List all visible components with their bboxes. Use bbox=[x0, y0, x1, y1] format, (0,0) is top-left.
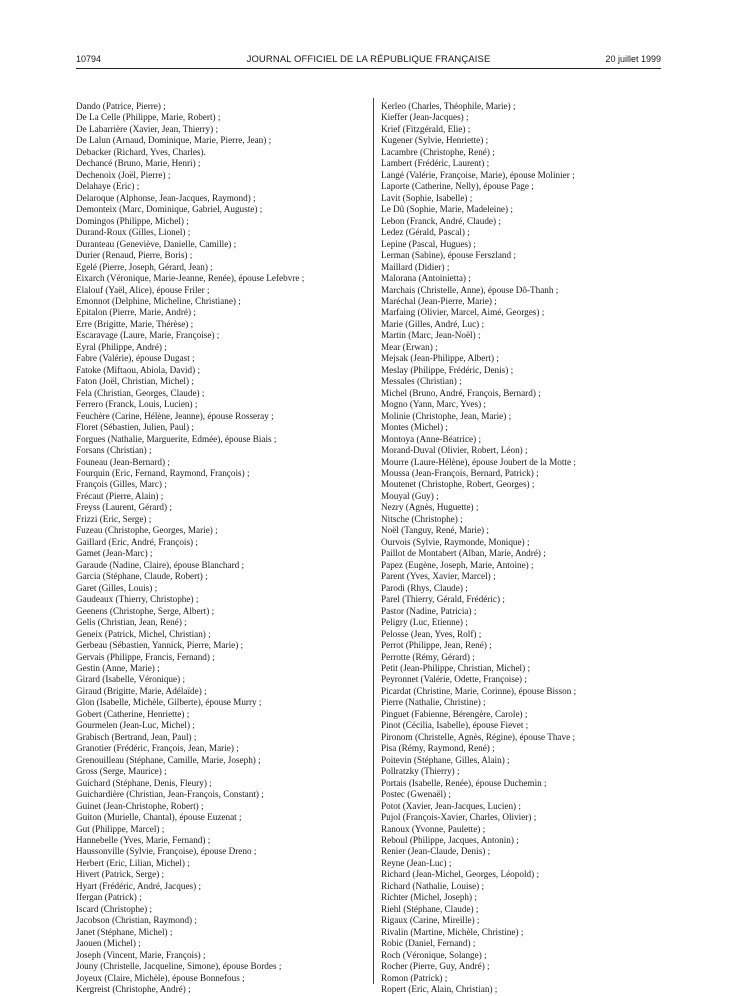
list-item: Ourvois (Sylvie, Raymonde, Monique) ; bbox=[381, 536, 530, 547]
list-item: Pujol (François-Xavier, Charles, Olivier) ; bbox=[381, 812, 537, 823]
list-item: Marfaing (Olivier, Marcel, Aimé, Georges) ; bbox=[381, 307, 545, 318]
list-item: Garcia (Stéphane, Claude, Robert) ; bbox=[76, 571, 208, 582]
list-item: Erre (Brigitte, Marie, Thérèse) ; bbox=[76, 318, 194, 329]
list-item: Peligry (Luc, Etienne) ; bbox=[381, 617, 468, 628]
list-item: Laporte (Catherine, Nelly), épouse Page ; bbox=[381, 181, 534, 192]
list-item: Papez (Eugène, Joseph, Marie, Antoine) ; bbox=[381, 559, 534, 570]
list-item: Freyss (Laurent, Gérard) ; bbox=[76, 502, 172, 513]
list-item: Perrot (Philippe, Jean, René) ; bbox=[381, 640, 492, 651]
list-item: Mogno (Yann, Marc, Yves) ; bbox=[381, 399, 486, 410]
list-item: Lambert (Frédéric, Laurent) ; bbox=[381, 158, 490, 169]
list-item: Mear (Erwan) ; bbox=[381, 341, 438, 352]
list-item: Nezry (Agnès, Huguette) ; bbox=[381, 502, 479, 513]
list-item: Dechenoix (Joël, Pierre) ; bbox=[76, 169, 171, 180]
page-number: 10794 bbox=[76, 54, 102, 64]
list-item: Rocher (Pierre, Guy, André) ; bbox=[381, 961, 490, 972]
list-item: Eyral (Philippe, André) ; bbox=[76, 341, 167, 352]
list-item: Hannebelle (Yves, Marie, Fernand) ; bbox=[76, 835, 211, 845]
list-item: Pierre (Nathalie, Christine) ; bbox=[381, 697, 486, 708]
list-item: Morand-Duval (Olivier, Robert, Léon) ; bbox=[381, 445, 528, 456]
list-item: Pinguet (Fabienne, Bérengère, Carole) ; bbox=[381, 708, 528, 719]
list-item: Grenouilleau (Stéphane, Camille, Marie, Joseph) ; bbox=[76, 754, 261, 765]
list-item: Lerman (Sabine), épouse Ferszland ; bbox=[381, 250, 516, 261]
list-item: Lepine (Pascal, Hugues) ; bbox=[381, 238, 476, 249]
list-item: Roch (Véronique, Solange) ; bbox=[381, 949, 487, 960]
list-item: Reyne (Jean-Luc) ; bbox=[381, 857, 452, 868]
list-item: Demonteix (Marc, Dominique, Gabriel, Auguste) ; bbox=[76, 204, 263, 215]
list-item: Meslay (Philippe, Frédéric, Denis) ; bbox=[381, 364, 514, 375]
list-item: Herbert (Eric, Lilian, Michel) ; bbox=[76, 857, 190, 868]
list-item: Marchais (Christelle, Anne), épouse Dô-Thanh ; bbox=[381, 284, 559, 295]
list-item: Iscard (Christophe) ; bbox=[76, 903, 153, 914]
list-item: Durand-Roux (Gilles, Lionel) ; bbox=[76, 227, 191, 238]
list-item: Frécaut (Pierre, Alain) ; bbox=[76, 490, 164, 501]
list-item: Fela (Christian, Georges, Claude) ; bbox=[76, 387, 205, 398]
list-item: Perrotte (Rémy, Gérard) ; bbox=[381, 651, 475, 662]
list-item: Riehl (Stéphane, Claude) ; bbox=[381, 903, 479, 914]
list-item: Emonnot (Delphine, Micheline, Christiane) ; bbox=[76, 295, 241, 306]
list-item: Gourmelen (Jean-Luc, Michel) ; bbox=[76, 720, 195, 731]
list-item: Janet (Stéphane, Michel) ; bbox=[76, 926, 173, 937]
list-item: Gaudeaux (Thierry, Christophe) ; bbox=[76, 594, 199, 605]
list-item: Malorana (Antoinietta) ; bbox=[381, 273, 471, 284]
list-item: Pironom (Christelle, Agnès, Régine), épouse Thave ; bbox=[381, 731, 576, 742]
name-list-right-column bbox=[381, 101, 663, 996]
list-item: Geneix (Patrick, Michel, Christian) ; bbox=[76, 628, 211, 639]
list-item: Dando (Patrice, Pierre) ; bbox=[76, 101, 166, 111]
list-item: Noël (Tanguy, René, Marie) ; bbox=[381, 525, 489, 536]
list-item: Martin (Marc, Jean-Noël) ; bbox=[381, 330, 481, 341]
list-item: Paillot de Montabert (Alban, Marie, André) ; bbox=[381, 548, 546, 559]
list-item: Durier (Renaud, Pierre, Boris) ; bbox=[76, 250, 193, 261]
list-item: Gerbeau (Sébastien, Yannick, Pierre, Marie) ; bbox=[76, 640, 244, 651]
list-item: Domingos (Philippe, Michel) ; bbox=[76, 215, 189, 226]
list-item: Picardat (Christine, Marie, Corinne), épouse Bisson ; bbox=[381, 685, 577, 696]
list-item: Pastor (Nadine, Patricia) ; bbox=[381, 605, 477, 616]
publication-date: 20 juillet 1999 bbox=[605, 54, 661, 64]
list-item: Ifergan (Patrick) ; bbox=[76, 892, 142, 903]
list-item: Forgues (Nathalie, Marguerite, Edmée), épouse Biais ; bbox=[76, 433, 277, 444]
list-item: Girard (Isabelle, Véronique) ; bbox=[76, 674, 186, 685]
list-item: Jouny (Christelle, Jacqueline, Simone), épouse Bordes ; bbox=[76, 961, 282, 972]
list-item: Nitsche (Christophe) ; bbox=[381, 513, 463, 524]
list-item: Granotier (Frédéric, François, Jean, Marie) ; bbox=[76, 743, 239, 754]
list-item: Gut (Philippe, Marcel) ; bbox=[76, 823, 165, 834]
list-item: De Labarrière (Xavier, Jean, Thierry) ; bbox=[76, 123, 219, 134]
list-item: Lacambre (Christophe, René) ; bbox=[381, 146, 495, 157]
list-item: Krief (Fitzgérald, Elie) ; bbox=[381, 123, 471, 134]
list-item: Fourquin (Eric, Fernand, Raymond, François) ; bbox=[76, 468, 250, 478]
list-item: Lavit (Sophie, Isabelle) ; bbox=[381, 192, 473, 203]
list-item: Glon (Isabelle, Michèle, Gilberte), épouse Murry ; bbox=[76, 697, 262, 708]
list-item: Portais (Isabelle, Renée), épouse Duchemin ; bbox=[381, 777, 547, 788]
list-item: Gaillard (Eric, André, François) ; bbox=[76, 536, 198, 547]
list-item: Pelosse (Jean, Yves, Rolf) ; bbox=[381, 628, 482, 639]
list-item: Gestin (Anne, Marie) ; bbox=[76, 662, 160, 673]
list-item: Haussonville (Sylvie, Françoise), épouse Dreno ; bbox=[76, 846, 257, 857]
list-item: Ropert (Eric, Alain, Christian) ; bbox=[381, 984, 498, 995]
list-item: Geenens (Christophe, Serge, Albert) ; bbox=[76, 605, 215, 616]
list-item: Epitalon (Pierre, Marie, André) ; bbox=[76, 307, 196, 318]
list-item: Guinet (Jean-Christophe, Robert) ; bbox=[76, 800, 204, 811]
list-item: Guichardière (Christian, Jean-François, Constant) ; bbox=[76, 789, 264, 800]
list-item: Mourre (Laure-Hélène), épouse Joubert de la Motte ; bbox=[381, 456, 576, 467]
list-item: Pisa (Rémy, Raymond, René) ; bbox=[381, 743, 495, 754]
list-item: Floret (Sébastien, Julien, Paul) ; bbox=[76, 422, 194, 433]
list-item: Grabisch (Bertrand, Jean, Paul) ; bbox=[76, 731, 197, 742]
list-item: Dechancé (Bruno, Marie, Henri) ; bbox=[76, 158, 201, 169]
list-item: Guiton (Murielle, Chantal), épouse Euzenat ; bbox=[76, 812, 242, 823]
list-item: Delahaye (Eric) ; bbox=[76, 181, 140, 192]
list-item: Gamet (Jean-Marc) ; bbox=[76, 548, 153, 559]
list-item: Fatoke (Miftaou, Abiola, David) ; bbox=[76, 364, 201, 375]
list-item: Parel (Thierry, Gérald, Frédéric) ; bbox=[381, 594, 505, 605]
list-item: Duranteau (Geneviève, Danielle, Camille) ; bbox=[76, 238, 237, 249]
list-item: Egelé (Pierre, Joseph, Gérard, Jean) ; bbox=[76, 261, 213, 272]
list-item: Jaouen (Michel) ; bbox=[76, 938, 141, 949]
list-item: Renier (Jean-Claude, Denis) ; bbox=[381, 846, 491, 857]
list-item: Joseph (Vincent, Marie, François) ; bbox=[76, 949, 206, 960]
list-item: Hyart (Frédéric, André, Jacques) ; bbox=[76, 880, 202, 891]
list-item: Ranoux (Yvonne, Paulette) ; bbox=[381, 823, 486, 834]
list-item: Ledez (Gérald, Pascal) ; bbox=[381, 227, 470, 238]
list-item: Jacobson (Christian, Raymond) ; bbox=[76, 915, 197, 926]
list-item: Guichard (Stéphane, Denis, Fleury) ; bbox=[76, 777, 212, 788]
list-item: Gelis (Christian, Jean, René) ; bbox=[76, 617, 187, 628]
list-item: Potot (Xavier, Jean-Jacques, Lucien) ; bbox=[381, 800, 521, 811]
list-item: Garaude (Nadine, Claire), épouse Blanchard ; bbox=[76, 559, 245, 570]
list-item: Debacker (Richard, Yves, Charles). bbox=[76, 146, 206, 157]
list-item: Richard (Jean-Michel, Georges, Léopold) ; bbox=[381, 869, 540, 880]
list-item: Ferrero (Franck, Louis, Lucien) ; bbox=[76, 399, 198, 410]
list-item: Langé (Valérie, Françoise, Marie), épouse Molinier ; bbox=[381, 169, 575, 180]
list-item: Forsans (Christian) ; bbox=[76, 445, 152, 456]
list-item: Delaroque (Alphonse, Jean-Jacques, Raymond) ; bbox=[76, 192, 256, 203]
list-item: Rivalin (Martine, Michèle, Christine) ; bbox=[381, 926, 524, 937]
list-item: Frizzi (Eric, Serge) ; bbox=[76, 513, 152, 524]
list-item: Garet (Gilles, Louis) ; bbox=[76, 582, 158, 593]
list-item: Reboul (Philippe, Jacques, Antonin) ; bbox=[381, 835, 519, 845]
list-item: Eixarch (Véronique, Marie-Jeanne, Renée), épouse Lefebvre ; bbox=[76, 273, 305, 284]
list-item: Messales (Christian) ; bbox=[381, 376, 462, 387]
list-item: Kieffer (Jean-Jacques) ; bbox=[381, 112, 469, 123]
list-item: Fabre (Valérie), épouse Dugast ; bbox=[76, 353, 195, 364]
list-item: Marie (Gilles, André, Luc) ; bbox=[381, 318, 485, 329]
column-divider bbox=[373, 98, 374, 984]
list-item: Pollratzky (Thierry) ; bbox=[381, 766, 460, 777]
list-item: Kergreist (Christophe, André) ; bbox=[76, 984, 191, 995]
list-item: Rigaux (Carine, Mireille) ; bbox=[381, 915, 480, 926]
list-item: Hivert (Patrick, Serge) ; bbox=[76, 869, 165, 880]
list-item: Robic (Daniel, Fernand) ; bbox=[381, 938, 476, 949]
list-item: Gross (Serge, Maurice) ; bbox=[76, 766, 167, 777]
list-item: Romon (Patrick) ; bbox=[381, 972, 448, 983]
list-item: Michel (Bruno, André, François, Bernard) ; bbox=[381, 387, 541, 398]
list-item: De Lalun (Arnaud, Dominique, Marie, Pierre, Jean) ; bbox=[76, 135, 272, 146]
list-item: Joyeux (Claire, Michèle), épouse Bonnefous ; bbox=[76, 972, 245, 983]
list-item: Escaravage (Laure, Marie, Françoise) ; bbox=[76, 330, 220, 341]
list-item: Richard (Nathalie, Louise) ; bbox=[381, 880, 485, 891]
list-item: Moussa (Jean-François, Bernard, Patrick) ; bbox=[381, 468, 539, 478]
list-item: François (Gilles, Marc) ; bbox=[76, 479, 167, 490]
list-item: Pinot (Cécilia, Isabelle), épouse Fievet ; bbox=[381, 720, 529, 731]
list-item: Gobert (Catherine, Henriette) ; bbox=[76, 708, 190, 719]
list-item: Mejsak (Jean-Philippe, Albert) ; bbox=[381, 353, 499, 364]
list-item: Le Dû (Sophie, Marie, Madeleine) ; bbox=[381, 204, 513, 215]
list-item: Richter (Michel, Joseph) ; bbox=[381, 892, 477, 903]
list-item: Postec (Gwenaël) ; bbox=[381, 789, 451, 800]
list-item: Elalouf (Yaël, Alice), épouse Friler ; bbox=[76, 284, 210, 295]
list-item: Fuzeau (Christophe, Georges, Marie) ; bbox=[76, 525, 218, 536]
header-rule bbox=[76, 68, 661, 69]
list-item: Gervais (Philippe, Francis, Fernand) ; bbox=[76, 651, 215, 662]
list-item: Kerleo (Charles, Théophile, Marie) ; bbox=[381, 101, 516, 111]
list-item: Parodi (Rhys, Claude) ; bbox=[381, 582, 468, 593]
list-item: Montoya (Anne-Béatrice) ; bbox=[381, 433, 482, 444]
list-item: Maréchal (Jean-Pierre, Marie) ; bbox=[381, 295, 497, 306]
list-item: Founeau (Jean-Bernard) ; bbox=[76, 456, 170, 467]
list-item: Moutenet (Christophe, Robert, Georges) ; bbox=[381, 479, 535, 490]
list-item: Mouyal (Guy) ; bbox=[381, 490, 439, 501]
list-item: De La Celle (Philippe, Marie, Robert) ; bbox=[76, 112, 221, 123]
list-item: Peyronnet (Valérie, Odette, Françoise) ; bbox=[381, 674, 527, 685]
list-item: Kugener (Sylvie, Henriette) ; bbox=[381, 135, 489, 146]
list-item: Maillard (Didier) ; bbox=[381, 261, 450, 272]
list-item: Feuchère (Carine, Hélène, Jeanne), épouse Rosseray ; bbox=[76, 410, 274, 421]
name-list-left-column bbox=[76, 101, 368, 996]
list-item: Parent (Yves, Xavier, Marcel) ; bbox=[381, 571, 496, 582]
list-item: Molinie (Christophe, Jean, Marie) ; bbox=[381, 410, 512, 421]
list-item: Montes (Michel) ; bbox=[381, 422, 448, 433]
list-item: Lebon (Franck, André, Claude) ; bbox=[381, 215, 501, 226]
list-item: Faton (Joël, Christian, Michel) ; bbox=[76, 376, 194, 387]
list-item: Poitevin (Stéphane, Gilles, Alain) ; bbox=[381, 754, 510, 765]
list-item: Petit (Jean-Philippe, Christian, Michel) ; bbox=[381, 662, 531, 673]
journal-title: JOURNAL OFFICIEL DE LA RÉPUBLIQUE FRANÇAISE bbox=[246, 54, 491, 65]
list-item: Giraud (Brigitte, Marie, Adélaïde) ; bbox=[76, 685, 207, 696]
